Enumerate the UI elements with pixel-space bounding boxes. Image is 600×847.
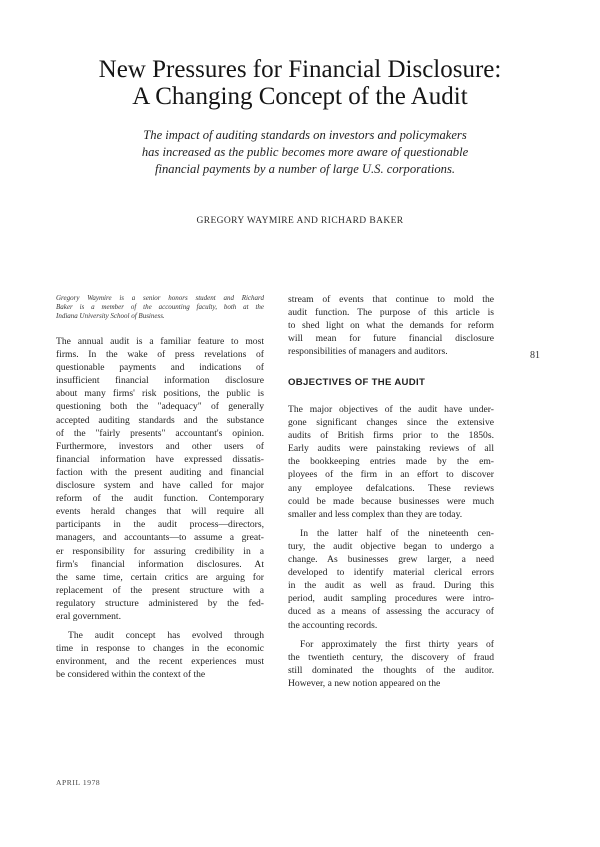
text-line: managers, and accountants—to assume a great-	[56, 532, 264, 544]
text-line: duced as a means of assessing the accuracy of	[288, 606, 494, 618]
text-line: to shed light on what the demands for reform	[288, 320, 494, 332]
text-line: ployees of the firm in an effort to discover	[288, 469, 494, 481]
text-line: be considered within the context of the	[56, 669, 206, 681]
bio-line: Gregory Waymire is a senior honors student and Richard	[56, 294, 264, 302]
text-line: the twentieth century, the discovery of fraud	[288, 651, 494, 663]
text-line: The major objectives of the audit have under-	[288, 404, 494, 415]
page-number: 81	[530, 350, 540, 361]
title-line: New Pressures for Financial Disclosure:	[98, 56, 502, 83]
paragraph	[288, 293, 494, 358]
text-line: audit function. The purpose of this article is	[288, 307, 494, 319]
text-line: financial information have expressed dissatis-	[56, 453, 264, 465]
title-line: A Changing Concept of the Audit	[132, 83, 468, 110]
bio-line: Indiana University School of Business.	[56, 312, 165, 320]
text-line: change. As businesses grew larger, a need	[288, 554, 494, 566]
text-line: Furthermore, investors and other users of	[56, 440, 264, 452]
column-left	[56, 335, 264, 681]
column-right	[288, 403, 494, 690]
subtitle-line: The impact of auditing standards on investors and policymakers	[143, 128, 467, 142]
text-line: The audit concept has evolved through	[68, 630, 264, 642]
text-line: er responsibility for assuring credibility in a	[56, 545, 264, 557]
subtitle-line: has increased as the public becomes more aware of questionable	[141, 145, 469, 159]
text-line: in the audit as well as fraud. During this	[288, 580, 494, 592]
text-line: Early audits were painstaking reviews of all	[288, 443, 494, 455]
text-line: developed to identify material clerical errors	[288, 567, 494, 579]
text-line: the accounting records.	[288, 619, 378, 631]
bio-line: Baker is a member of the accounting faculty, both at the	[56, 303, 264, 311]
text-line: accepted auditing standards and the substance	[56, 414, 264, 426]
paragraph	[288, 638, 494, 690]
text-line: any employee defalcations. These reviews	[288, 482, 494, 494]
text-line: participants in the audit process—directors,	[56, 519, 264, 531]
text-line: eral government.	[56, 610, 121, 622]
text-line: firms. In the wake of press revelations of	[56, 349, 264, 361]
text-line: firm's financial information disclosures. At	[56, 558, 264, 570]
text-line: period, audit sampling procedures were intro-	[288, 593, 494, 605]
text-line: The annual audit is a familiar feature to most	[56, 336, 264, 347]
text-line: disclosure system and have called for major	[56, 480, 264, 492]
paragraph	[288, 527, 494, 632]
text-line: environment, and the recent experiences must	[56, 656, 264, 668]
text-line: the bookkeeping entries made by the em-	[288, 456, 494, 468]
text-line: insufficient financial information disclosure	[56, 375, 264, 387]
text-line: of the "fairly presents" accountant's opinion.	[56, 427, 264, 439]
text-line: audits of British firms prior to the 1850s.	[288, 430, 494, 442]
page-footer: APRIL 1978	[56, 778, 101, 787]
text-line: questioning both the "adequacy" of generally	[56, 401, 264, 413]
text-line: about many firms' risk positions, the public is	[56, 388, 264, 400]
text-line: questionable payments and indications of	[56, 362, 264, 374]
text-line: events herald changes that will require all	[56, 506, 264, 518]
text-line: smaller and less complex than they are today.	[288, 508, 463, 520]
paragraph	[56, 629, 264, 681]
text-line: could be made because businesses were much	[288, 495, 494, 507]
text-line: tury, the audit objective began to undergo a	[288, 540, 494, 552]
column-right-intro	[288, 293, 494, 358]
text-line: gone significant changes since the extensive	[288, 417, 494, 429]
text-line: In the latter half of the nineteenth cen-	[300, 527, 494, 539]
text-line: regulatory structure administered by the fed-	[56, 597, 264, 609]
article-subtitle	[70, 127, 540, 178]
text-line: responsibilities of managers and auditors.	[288, 346, 448, 358]
text-line: faction with the present auditing and financial	[56, 466, 264, 478]
text-line: will mean for future financial disclosure	[288, 333, 494, 345]
text-line: the same time, certain critics are arguing for	[56, 571, 264, 583]
text-line: For approximately the first thirty years of	[300, 638, 494, 650]
author-bio	[56, 294, 264, 321]
text-line: stream of events that continue to mold the	[288, 294, 494, 305]
text-line: still dominated the thoughts of the auditor.	[288, 664, 494, 676]
paragraph	[288, 403, 494, 521]
text-line: However, a new notion appeared on the	[288, 677, 441, 689]
section-heading: OBJECTIVES OF THE AUDIT	[288, 377, 426, 388]
text-line: replacement of the present structure with a	[56, 584, 264, 596]
subtitle-line: financial payments by a number of large U.S. corporations.	[154, 162, 455, 176]
text-line: reform of the audit function. Contemporary	[56, 493, 264, 505]
author-byline: GREGORY WAYMIRE AND RICHARD BAKER	[196, 216, 404, 226]
paragraph	[56, 335, 264, 623]
text-line: time in response to changes in the economic	[56, 643, 264, 655]
article-title	[40, 56, 560, 110]
